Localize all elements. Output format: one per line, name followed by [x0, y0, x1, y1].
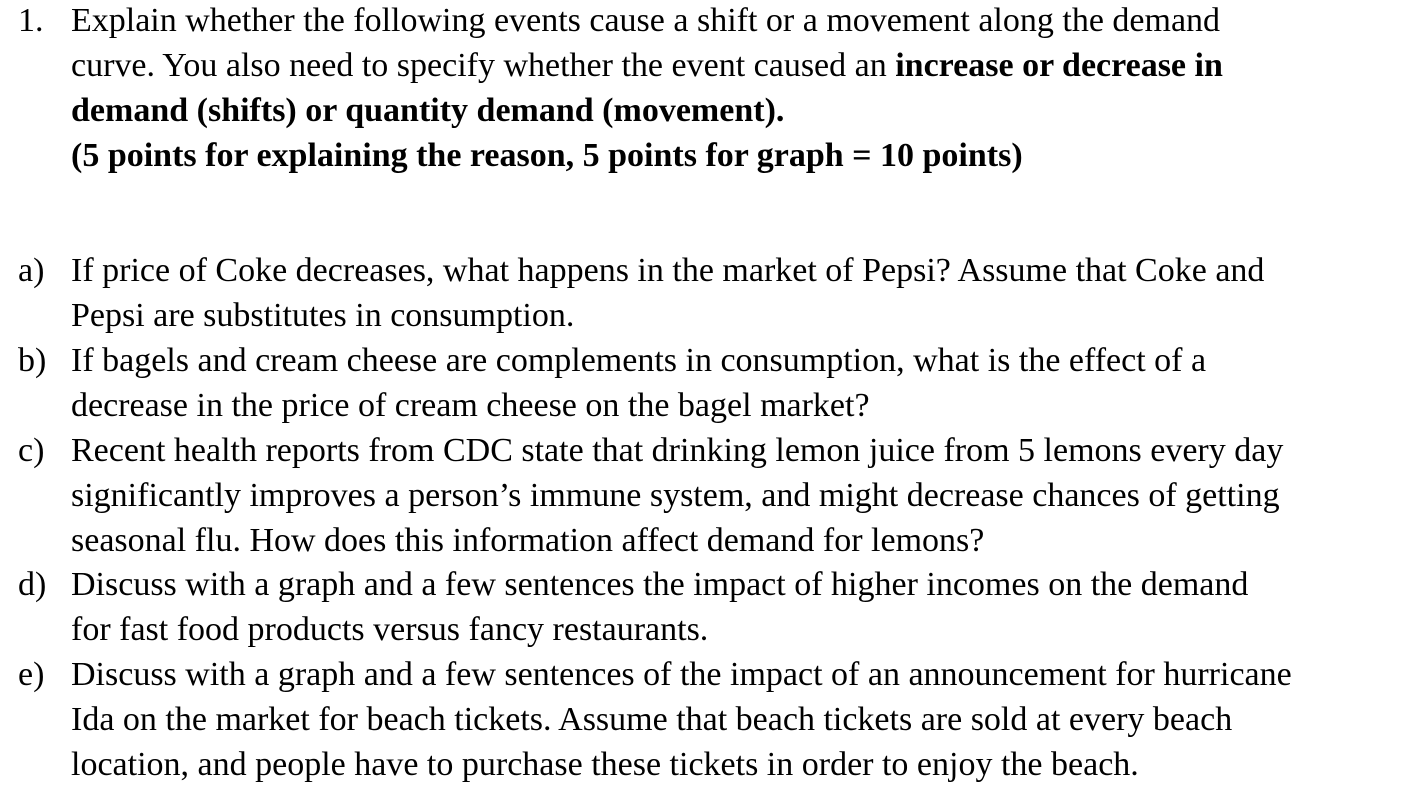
item-a-line-2: Pepsi are substitutes in consumption. — [71, 297, 575, 334]
question-line-2-bold: increase or decrease in — [895, 47, 1223, 84]
item-b-text — [71, 338, 1408, 428]
item-c-marker: c) — [18, 432, 45, 469]
item-a-line-1: If price of Coke decreases, what happens in the market of Pepsi? Assume that Coke and — [71, 252, 1265, 289]
item-e-text — [71, 652, 1408, 787]
item-b-line-1: If bagels and cream cheese are complements in consumption, what is the effect of a — [71, 342, 1207, 379]
question-line-2 — [71, 43, 1408, 88]
item-c-line-3: seasonal flu. How does this information affect demand for lemons? — [71, 522, 985, 559]
item-c-line-2: significantly improves a person’s immune system, and might decrease chances of getting — [71, 477, 1280, 514]
question-prompt — [71, 0, 1408, 178]
item-a-marker: a) — [18, 252, 45, 289]
item-c-text — [71, 428, 1408, 563]
item-c-line-1: Recent health reports from CDC state that drinking lemon juice from 5 lemons every day — [71, 432, 1284, 469]
question-line-3: demand (shifts) or quantity demand (movement). — [71, 92, 785, 129]
item-b-marker: b) — [18, 342, 47, 379]
question-points: (5 points for explaining the reason, 5 points for graph = 10 points) — [71, 137, 1023, 174]
item-e-marker: e) — [18, 656, 45, 693]
item-a-text — [71, 248, 1408, 338]
item-d-text — [71, 562, 1408, 652]
item-e-line-1: Discuss with a graph and a few sentences of the impact of an announcement for hurricane — [71, 656, 1292, 693]
question-line-2-plain: curve. You also need to specify whether the event caused an — [71, 47, 896, 84]
question-number: 1. — [18, 2, 44, 39]
item-d-marker: d) — [18, 566, 47, 603]
item-d-line-1: Discuss with a graph and a few sentences the impact of higher incomes on the demand — [71, 566, 1249, 603]
item-d-line-2: for fast food products versus fancy restaurants. — [71, 611, 709, 648]
question-line-1: Explain whether the following events cause a shift or a movement along the demand — [71, 2, 1221, 39]
item-e-line-2: Ida on the market for beach tickets. Assume that beach tickets are sold at every beach — [71, 701, 1233, 738]
item-b-line-2: decrease in the price of cream cheese on the bagel market? — [71, 387, 870, 424]
item-e-line-3: location, and people have to purchase these tickets in order to enjoy the beach. — [71, 746, 1139, 783]
